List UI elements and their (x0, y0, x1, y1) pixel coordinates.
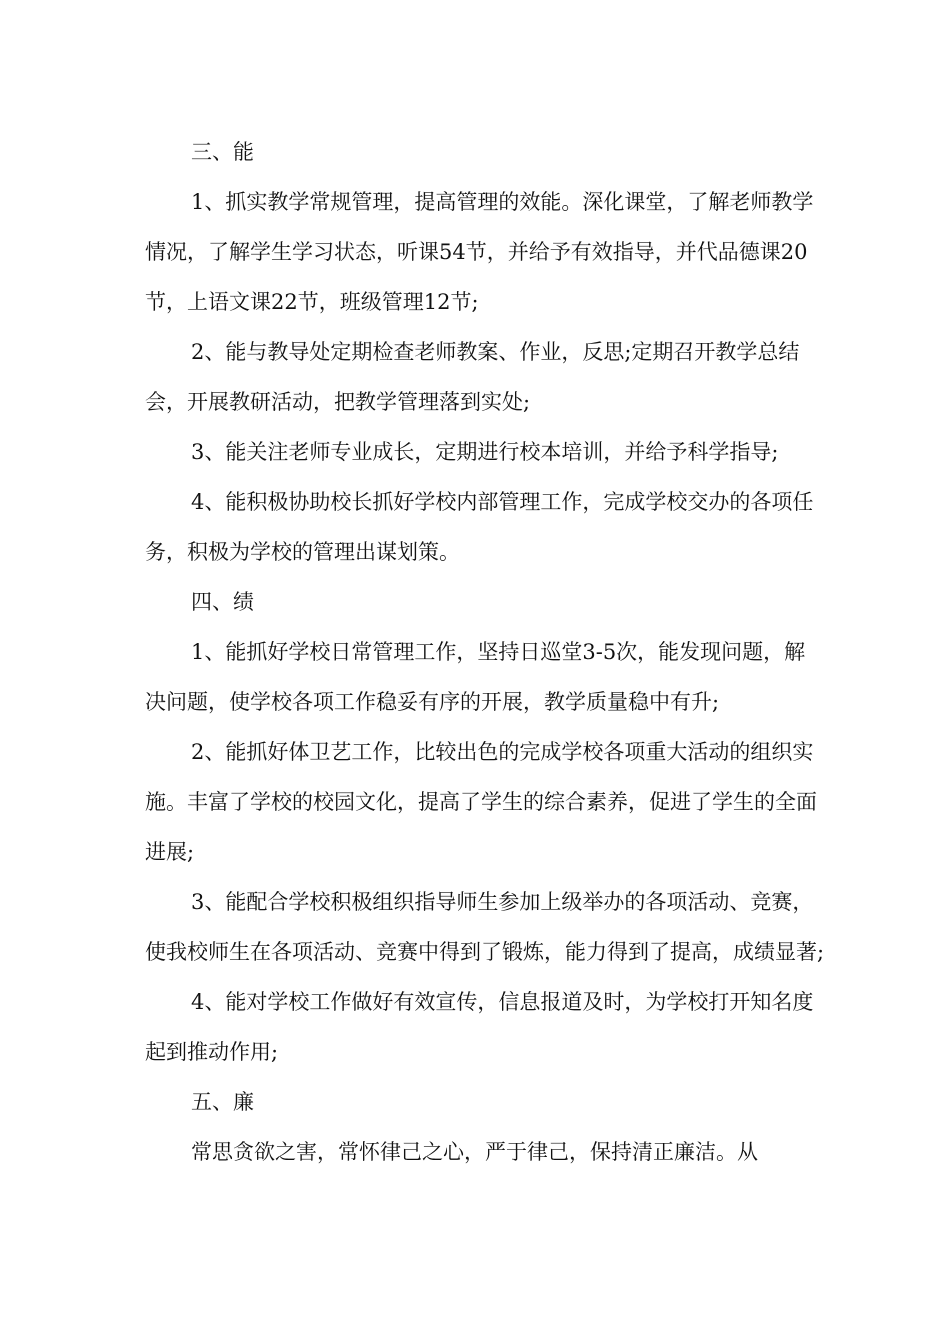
paragraph: 2、能与教导处定期检查老师教案、作业，反思;定期召开教学总结会，开展教研活动，把教学管理落到实处; (145, 340, 800, 414)
paragraph: 3、能配合学校积极组织指导师生参加上级举办的各项活动、竞赛，使我校师生在各项活动、竞赛中得到了锻炼，能力得到了提高，成绩显著; (145, 890, 825, 964)
paragraph: 2、能抓好体卫艺工作，比较出色的完成学校各项重大活动的组织实施。丰富了学校的校园文化，提高了学生的综合素养，促进了学生的全面进展; (145, 740, 817, 864)
paragraph: 常思贪欲之害，常怀律己之心，严于律己，保持清正廉洁。从 (191, 1140, 758, 1164)
paragraph: 4、能积极协助校长抓好学校内部管理工作，完成学校交办的各项任务，积极为学校的管理出谋划策。 (145, 490, 814, 564)
paragraph: 3、能关注老师专业成长，定期进行校本培训，并给予科学指导; (191, 440, 779, 464)
paragraph: 1、抓实教学常规管理，提高管理的效能。深化课堂，了解老师教学情况，了解学生学习状态，听课54节，并给予有效指导，并代品德课20节，上语文课22节，班级管理12节; (145, 190, 814, 314)
document-body (145, 127, 825, 1177)
section-heading-lian: 五、廉 (191, 1090, 254, 1114)
section-heading-ji: 四、绩 (191, 590, 254, 614)
section-heading-neng: 三、能 (191, 140, 254, 164)
paragraph: 4、能对学校工作做好有效宣传，信息报道及时，为学校打开知名度起到推动作用; (145, 990, 814, 1064)
paragraph: 1、能抓好学校日常管理工作，坚持日巡堂3-5次，能发现问题，解决问题，使学校各项工作稳妥有序的开展，教学质量稳中有升; (145, 640, 806, 714)
